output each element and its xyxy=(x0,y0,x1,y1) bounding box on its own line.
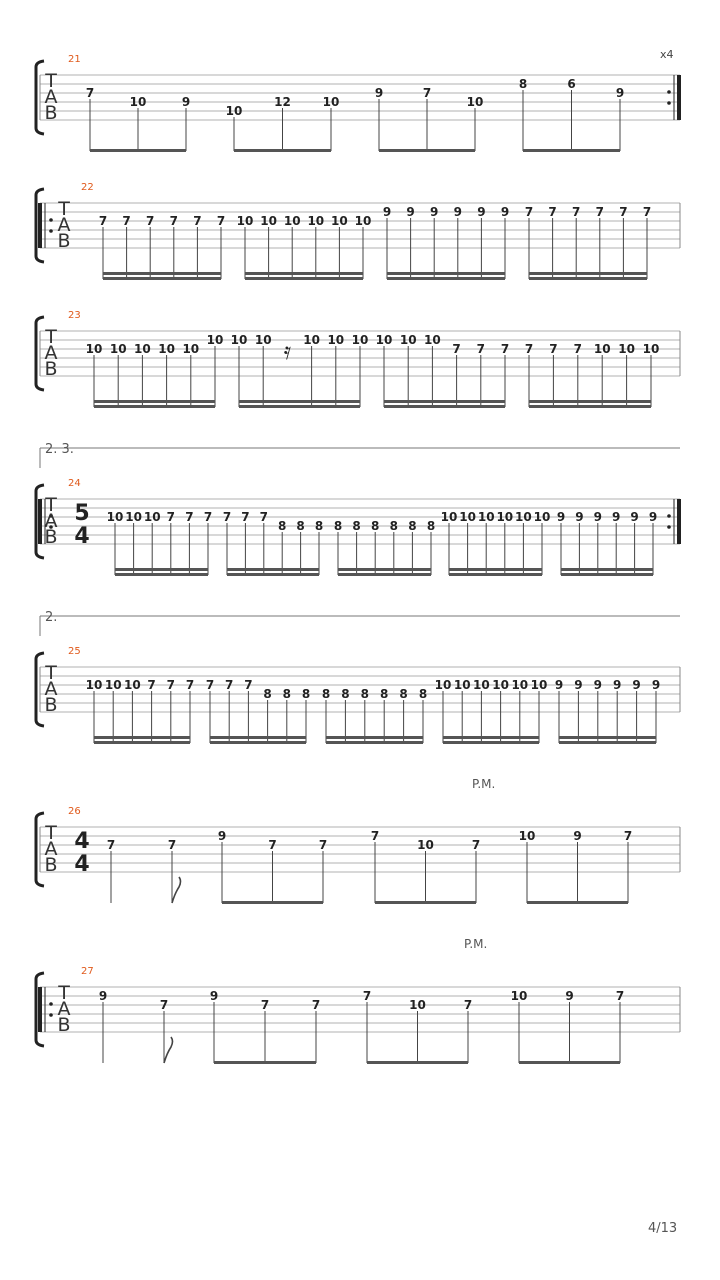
note-beam xyxy=(519,1061,620,1064)
note-beam xyxy=(94,736,190,739)
tab-clef-letter-t: T xyxy=(45,662,57,684)
fret-number: 7 xyxy=(216,214,226,228)
note-beam xyxy=(234,149,331,152)
fret-number: 7 xyxy=(241,510,250,524)
fret-number: 7 xyxy=(572,205,581,219)
tab-clef-letter-b: B xyxy=(44,358,58,380)
fret-number: 10 xyxy=(104,678,122,692)
fret-number: 10 xyxy=(158,342,175,356)
tab-clef-letter-a: A xyxy=(57,998,71,1020)
fret-number: 9 xyxy=(209,989,219,1003)
tab-clef-letter-b: B xyxy=(44,694,58,716)
fret-number: 7 xyxy=(311,998,321,1012)
fret-number: 7 xyxy=(185,510,194,524)
tab-clef-letter-a: A xyxy=(44,678,58,700)
fret-number: 8 xyxy=(278,519,287,533)
fret-number: 7 xyxy=(548,205,557,219)
fret-number: 8 xyxy=(296,519,305,533)
fret-number: 7 xyxy=(452,342,461,356)
fret-number: 10 xyxy=(327,333,345,347)
note-beam xyxy=(387,272,505,275)
fret-number: 8 xyxy=(282,687,291,701)
tab-clef-letter-t: T xyxy=(58,198,70,220)
fret-number: 9 xyxy=(374,86,384,100)
repeat-dot xyxy=(49,218,53,222)
fret-number: 10 xyxy=(354,214,372,228)
fret-number: 7 xyxy=(146,214,155,228)
fret-number: 10 xyxy=(375,333,393,347)
fret-number: 7 xyxy=(370,829,380,843)
repeat-count: x4 xyxy=(660,48,674,61)
fret-number: 8 xyxy=(341,687,350,701)
fret-number: 7 xyxy=(615,989,625,1003)
note-beam xyxy=(529,277,647,280)
fret-number: 8 xyxy=(301,687,311,701)
fret-number: 7 xyxy=(623,829,633,843)
fret-number: 7 xyxy=(524,205,534,219)
repeat-start-thick-bar xyxy=(38,203,42,248)
note-beam xyxy=(561,568,653,571)
fret-number: 10 xyxy=(351,333,369,347)
note-beam xyxy=(94,400,215,403)
fret-number: 10 xyxy=(236,214,254,228)
repeat-end-thick-bar xyxy=(677,75,681,120)
fret-number: 10 xyxy=(225,104,243,118)
fret-number: 9 xyxy=(556,510,566,524)
fret-number: 10 xyxy=(143,510,161,524)
note-beam xyxy=(559,736,656,739)
tab-clef-letter-b: B xyxy=(57,1014,71,1036)
measure-number: 24 xyxy=(68,478,81,489)
fret-number: 10 xyxy=(533,510,551,524)
fret-number: 7 xyxy=(500,342,510,356)
note-beam xyxy=(214,1061,316,1064)
fret-number: 7 xyxy=(362,989,372,1003)
repeat-dot xyxy=(667,514,671,518)
fret-number: 9 xyxy=(630,510,639,524)
fret-number: 10 xyxy=(182,342,200,356)
note-flag xyxy=(164,1037,173,1063)
note-beam xyxy=(443,736,539,739)
staff-system xyxy=(36,610,680,744)
time-signature-bottom: 4 xyxy=(74,524,90,549)
fret-number: 9 xyxy=(382,205,392,219)
note-beam xyxy=(326,741,423,744)
staff-system xyxy=(36,48,681,152)
fret-number: 7 xyxy=(268,838,277,852)
fret-number: 7 xyxy=(185,678,195,692)
fret-number: 9 xyxy=(612,510,621,524)
fret-number: 9 xyxy=(648,510,658,524)
fret-number: 7 xyxy=(225,678,234,692)
tab-clef-letter-b: B xyxy=(44,102,58,124)
fret-number: 10 xyxy=(283,214,301,228)
note-beam xyxy=(529,272,647,275)
note-beam xyxy=(529,405,651,408)
time-signature-top: 4 xyxy=(74,829,90,854)
fret-number: 12 xyxy=(274,95,291,109)
fret-number: 10 xyxy=(129,95,147,109)
fret-number: 7 xyxy=(159,998,169,1012)
fret-number: 10 xyxy=(459,510,476,524)
note-flag xyxy=(172,877,181,903)
note-beam xyxy=(338,568,431,571)
fret-number: 7 xyxy=(524,342,534,356)
staff-system xyxy=(36,777,680,904)
fret-number: 9 xyxy=(593,510,602,524)
fret-number: 10 xyxy=(409,998,426,1012)
fret-number: 8 xyxy=(418,687,428,701)
note-beam xyxy=(239,405,360,408)
tab-clef-letter-a: A xyxy=(44,510,58,532)
fret-number: 10 xyxy=(331,214,348,228)
repeat-dot xyxy=(49,229,53,233)
tab-clef-letter-t: T xyxy=(45,70,57,92)
fret-number: 10 xyxy=(134,342,151,356)
fret-number: 9 xyxy=(615,86,625,100)
measure-number: 23 xyxy=(68,310,81,321)
fret-number: 7 xyxy=(98,214,108,228)
fret-number: 10 xyxy=(511,678,529,692)
repeat-dot xyxy=(49,1002,53,1006)
fret-number: 8 xyxy=(389,519,398,533)
note-beam xyxy=(387,277,505,280)
fret-number: 9 xyxy=(573,829,582,843)
tab-clef-letter-t: T xyxy=(58,982,70,1004)
fret-number: 10 xyxy=(440,510,458,524)
eighth-rest: 𝄿 xyxy=(283,337,292,365)
note-beam xyxy=(227,568,319,571)
fret-number: 7 xyxy=(166,510,175,524)
note-beam xyxy=(239,400,360,403)
repeat-dot xyxy=(667,525,671,529)
fret-number: 7 xyxy=(471,838,481,852)
fret-number: 10 xyxy=(307,214,325,228)
repeat-end-thick-bar xyxy=(677,499,681,544)
fret-number: 10 xyxy=(106,510,124,524)
fret-number: 10 xyxy=(424,333,441,347)
fret-number: 7 xyxy=(222,510,232,524)
note-beam xyxy=(529,400,651,403)
fret-number: 10 xyxy=(125,510,142,524)
fret-number: 10 xyxy=(642,342,660,356)
note-beam xyxy=(115,573,208,576)
note-beam xyxy=(326,736,423,739)
page-number: 4/13 xyxy=(648,1221,678,1236)
fret-number: 9 xyxy=(453,205,462,219)
fret-number: 7 xyxy=(85,86,95,100)
staff-system xyxy=(36,310,680,408)
fret-number: 7 xyxy=(642,205,652,219)
repeat-start-thick-bar xyxy=(38,499,42,544)
fret-number: 8 xyxy=(352,519,361,533)
measure-number: 26 xyxy=(68,806,81,817)
fret-number: 10 xyxy=(85,342,103,356)
note-beam xyxy=(384,400,505,403)
fret-number: 10 xyxy=(466,95,484,109)
fret-number: 8 xyxy=(263,687,272,701)
fret-number: 8 xyxy=(360,687,369,701)
note-beam xyxy=(103,277,221,280)
fret-number: 10 xyxy=(492,678,509,692)
fret-number: 10 xyxy=(85,678,103,692)
note-beam xyxy=(103,272,221,275)
fret-number: 9 xyxy=(613,678,622,692)
staff-system xyxy=(36,937,680,1064)
tab-clef-letter-t: T xyxy=(45,494,57,516)
fret-number: 10 xyxy=(322,95,340,109)
fret-number: 8 xyxy=(314,519,324,533)
fret-number: 10 xyxy=(496,510,514,524)
fret-number: 7 xyxy=(476,342,485,356)
fret-number: 10 xyxy=(518,829,536,843)
note-beam xyxy=(90,149,186,152)
repeat-dot xyxy=(667,101,671,105)
note-beam xyxy=(559,741,656,744)
note-beam xyxy=(443,741,539,744)
fret-number: 7 xyxy=(167,838,177,852)
fret-number: 7 xyxy=(169,214,178,228)
fret-number: 10 xyxy=(510,989,528,1003)
fret-number: 10 xyxy=(477,510,495,524)
fret-number: 10 xyxy=(434,678,452,692)
note-beam xyxy=(245,277,363,280)
fret-number: 7 xyxy=(122,214,131,228)
note-beam xyxy=(561,573,653,576)
fret-number: 10 xyxy=(260,214,277,228)
fret-number: 10 xyxy=(618,342,635,356)
volta-label: 2. xyxy=(45,610,58,625)
tab-clef-letter-b: B xyxy=(57,230,71,252)
fret-number: 9 xyxy=(181,95,191,109)
note-beam xyxy=(338,573,431,576)
fret-number: 7 xyxy=(573,342,582,356)
fret-number: 9 xyxy=(593,678,602,692)
fret-number: 7 xyxy=(260,998,270,1012)
time-signature-bottom: 4 xyxy=(74,852,90,877)
staff-system xyxy=(36,182,680,280)
measure-number: 21 xyxy=(68,54,81,65)
fret-number: 10 xyxy=(473,678,490,692)
tab-clef-letter-a: A xyxy=(44,838,58,860)
fret-number: 8 xyxy=(333,519,343,533)
note-beam xyxy=(384,405,505,408)
fret-number: 7 xyxy=(463,998,473,1012)
tab-clef-letter-a: A xyxy=(44,342,58,364)
note-beam xyxy=(379,149,475,152)
fret-number: 9 xyxy=(651,678,661,692)
note-beam xyxy=(245,272,363,275)
fret-number: 9 xyxy=(632,678,641,692)
fret-number: 10 xyxy=(206,333,224,347)
note-beam xyxy=(523,149,620,152)
tab-clef-letter-a: A xyxy=(57,214,71,236)
fret-number: 7 xyxy=(147,678,156,692)
fret-number: 8 xyxy=(371,519,380,533)
fret-number: 7 xyxy=(203,510,213,524)
note-beam xyxy=(210,736,306,739)
volta-label: 2. 3. xyxy=(45,442,74,457)
fret-number: 7 xyxy=(318,838,328,852)
staff-system xyxy=(36,442,681,576)
note-beam xyxy=(227,573,319,576)
palm-mute-label: P.M. xyxy=(472,777,496,791)
note-beam xyxy=(527,901,628,904)
fret-number: 7 xyxy=(106,838,116,852)
fret-number: 7 xyxy=(549,342,558,356)
fret-number: 7 xyxy=(205,678,215,692)
fret-number: 10 xyxy=(230,333,248,347)
note-beam xyxy=(375,901,476,904)
fret-number: 10 xyxy=(303,333,320,347)
note-beam xyxy=(115,568,208,571)
fret-number: 9 xyxy=(430,205,439,219)
fret-number: 8 xyxy=(380,687,389,701)
fret-number: 9 xyxy=(500,205,510,219)
fret-number: 8 xyxy=(518,77,528,91)
tab-clef-letter-b: B xyxy=(44,854,58,876)
measure-number: 27 xyxy=(81,966,94,977)
fret-number: 9 xyxy=(554,678,564,692)
note-beam xyxy=(449,568,542,571)
measure-number: 22 xyxy=(81,182,94,193)
note-beam xyxy=(367,1061,468,1064)
fret-number: 10 xyxy=(515,510,532,524)
time-signature-top: 5 xyxy=(74,501,90,526)
fret-number: 8 xyxy=(399,687,408,701)
repeat-dot xyxy=(667,90,671,94)
fret-number: 10 xyxy=(417,838,434,852)
note-beam xyxy=(449,573,542,576)
fret-number: 10 xyxy=(109,342,127,356)
tab-clef-letter-t: T xyxy=(45,822,57,844)
fret-number: 7 xyxy=(259,510,268,524)
fret-number: 9 xyxy=(575,510,584,524)
fret-number: 10 xyxy=(254,333,272,347)
fret-number: 9 xyxy=(477,205,486,219)
fret-number: 10 xyxy=(399,333,417,347)
fret-number: 10 xyxy=(124,678,141,692)
fret-number: 7 xyxy=(166,678,175,692)
note-beam xyxy=(222,901,323,904)
fret-number: 7 xyxy=(422,86,432,100)
fret-number: 6 xyxy=(567,77,576,91)
repeat-start-thick-bar xyxy=(38,987,42,1032)
fret-number: 10 xyxy=(453,678,471,692)
fret-number: 7 xyxy=(595,205,604,219)
tab-clef-letter-b: B xyxy=(44,526,58,548)
tab-clef-letter-a: A xyxy=(44,86,58,108)
fret-number: 9 xyxy=(217,829,227,843)
repeat-dot xyxy=(49,1013,53,1017)
tab-clef-letter-t: T xyxy=(45,326,57,348)
fret-number: 7 xyxy=(619,205,628,219)
fret-number: 8 xyxy=(408,519,417,533)
fret-number: 7 xyxy=(244,678,253,692)
fret-number: 10 xyxy=(530,678,548,692)
fret-number: 8 xyxy=(426,519,436,533)
note-beam xyxy=(210,741,306,744)
fret-number: 9 xyxy=(98,989,108,1003)
note-beam xyxy=(94,741,190,744)
fret-number: 9 xyxy=(406,205,415,219)
fret-number: 9 xyxy=(565,989,574,1003)
note-beam xyxy=(94,405,215,408)
palm-mute-label: P.M. xyxy=(464,937,488,951)
measure-number: 25 xyxy=(68,646,81,657)
fret-number: 8 xyxy=(321,687,331,701)
fret-number: 9 xyxy=(574,678,583,692)
fret-number: 7 xyxy=(193,214,202,228)
fret-number: 10 xyxy=(593,342,611,356)
